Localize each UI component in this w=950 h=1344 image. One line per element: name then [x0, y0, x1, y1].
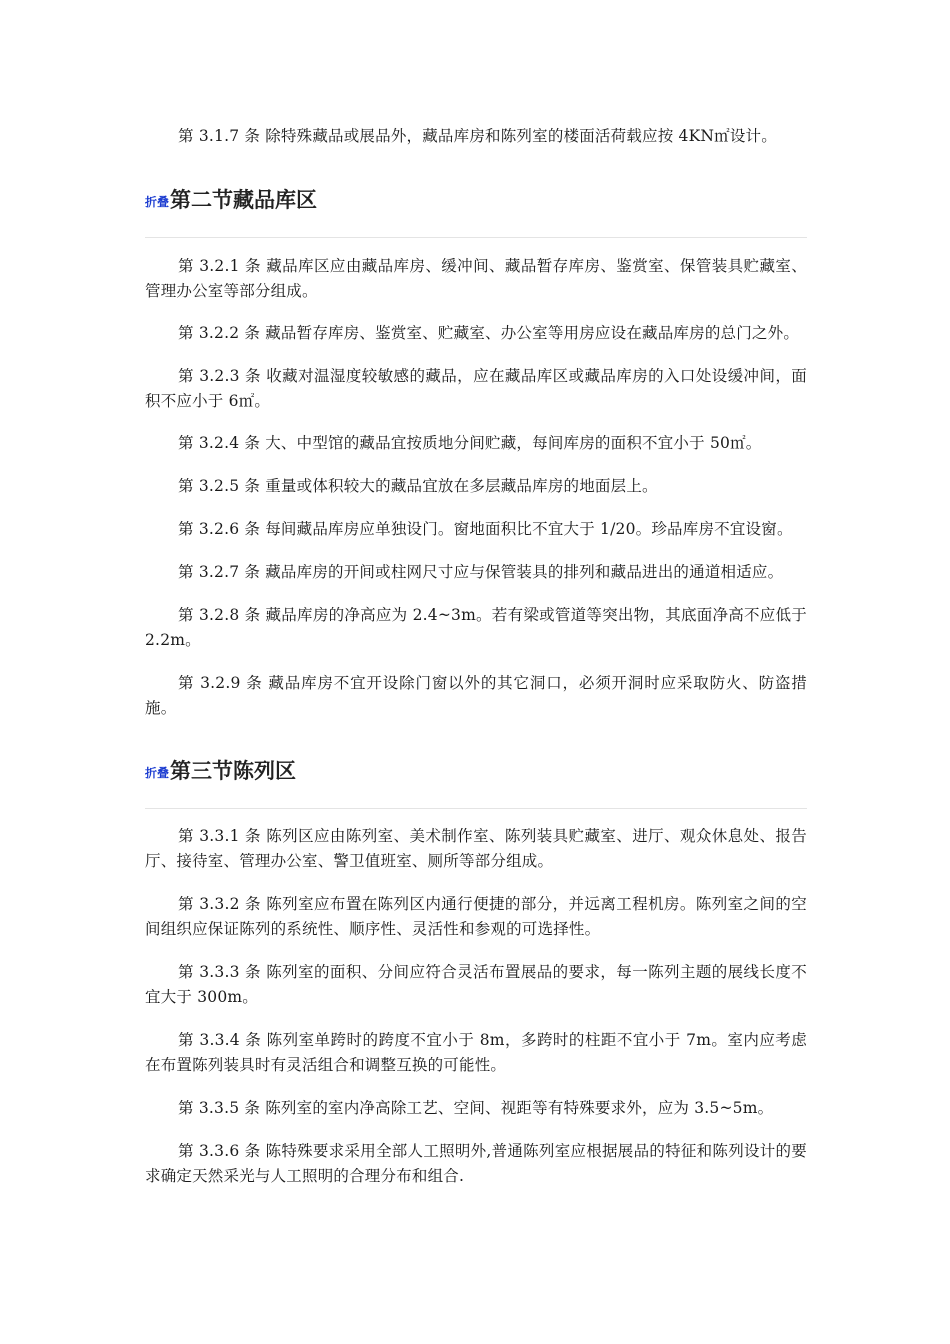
section-title: 第三节陈列区	[170, 759, 297, 783]
clause-3-2-1: 第 3.2.1 条 藏品库区应由藏品库房、缓冲间、藏品暂存库房、鉴赏室、保管装具贮藏室、管理办公室等部分组成。	[145, 257, 807, 300]
section-title: 第二节藏品库区	[170, 188, 318, 212]
clause-3-1-7: 第 3.1.7 条 除特殊藏品或展品外，藏品库房和陈列室的楼面活荷载应按 4KN㎡设计。	[178, 127, 777, 145]
clause-3-2-9: 第 3.2.9 条 藏品库房不宜开设除门窗以外的其它洞口，必须开洞时应采取防火、防盗措施。	[145, 674, 807, 717]
fold-link[interactable]: 折叠	[145, 195, 170, 209]
section-heading-storage	[145, 186, 807, 216]
section-divider	[145, 808, 807, 809]
fold-link[interactable]: 折叠	[145, 766, 170, 780]
clause-3-2-6: 第 3.2.6 条 每间藏品库房应单独设门。窗地面积比不宜大于 1/20。珍品库房不宜设窗。	[178, 520, 793, 538]
clause-3-3-5: 第 3.3.5 条 陈列室的室内净高除工艺、空间、视距等有特殊要求外，应为 3.5~5m。	[178, 1099, 774, 1117]
clause-3-3-2: 第 3.3.2 条 陈列室应布置在陈列区内通行便捷的部分，并远离工程机房。陈列室之间的空间组织应保证陈列的系统性、顺序性、灵活性和参观的可选择性。	[145, 895, 807, 938]
clause-3-2-2: 第 3.2.2 条 藏品暂存库房、鉴赏室、贮藏室、办公室等用房应设在藏品库房的总门之外。	[178, 324, 800, 342]
clause-3-3-1: 第 3.3.1 条 陈列区应由陈列室、美术制作室、陈列装具贮藏室、进厅、观众休息处、报告厅、接待室、管理办公室、警卫值班室、厕所等部分组成。	[145, 827, 807, 870]
section-divider	[145, 237, 807, 238]
clause-3-2-8: 第 3.2.8 条 藏品库房的净高应为 2.4~3m。若有梁或管道等突出物，其底面净高不应低于 2.2m。	[145, 606, 807, 649]
clause-3-2-5: 第 3.2.5 条 重量或体积较大的藏品宜放在多层藏品库房的地面层上。	[178, 477, 658, 495]
clause-3-2-7: 第 3.2.7 条 藏品库房的开间或柱网尺寸应与保管装具的排列和藏品进出的通道相适应。	[178, 563, 784, 581]
clause-3-2-4: 第 3.2.4 条 大、中型馆的藏品宜按质地分间贮藏，每间库房的面积不宜小于 50㎡。	[178, 434, 762, 452]
section-heading-exhibition	[145, 757, 807, 787]
clause-3-2-3: 第 3.2.3 条 收藏对温湿度较敏感的藏品，应在藏品库区或藏品库房的入口处设缓冲间，面积不应小于 6㎡。	[145, 367, 807, 410]
clause-3-3-4: 第 3.3.4 条 陈列室单跨时的跨度不宜小于 8m，多跨时的柱距不宜小于 7m。室内应考虑在布置陈列装具时有灵活组合和调整互换的可能性。	[145, 1031, 807, 1074]
clause-3-3-6: 第 3.3.6 条 陈特殊要求采用全部人工照明外,普通陈列室应根据展品的特征和陈列设计的要求确定天然采光与人工照明的合理分布和组合.	[145, 1142, 807, 1185]
clause-3-3-3: 第 3.3.3 条 陈列室的面积、分间应符合灵活布置展品的要求，每一陈列主题的展线长度不宜大于 300m。	[145, 963, 807, 1006]
